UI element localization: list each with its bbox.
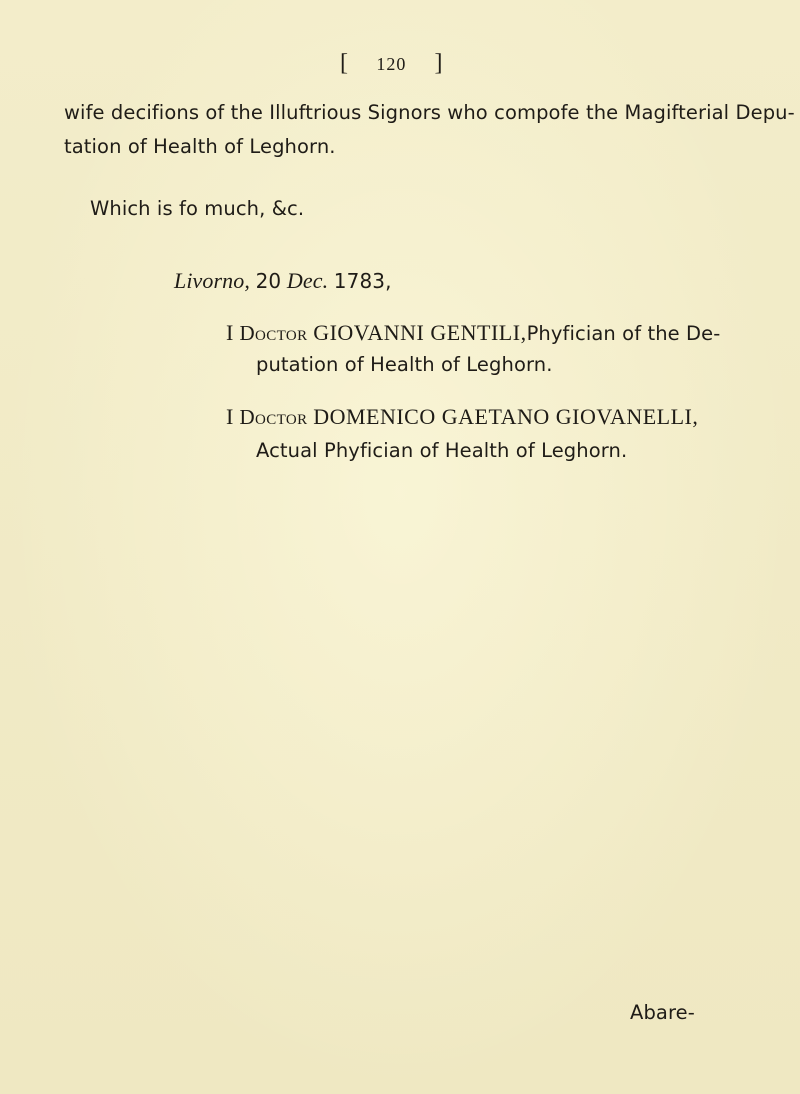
dateline-place: Livorno, (174, 268, 250, 293)
dateline-month: Dec. (286, 268, 329, 293)
closing-line: Which is fo much, &c. (90, 197, 305, 220)
page-number: 120 (376, 54, 407, 74)
signature-1-title: Doctor (239, 321, 308, 345)
body-line-1: wife decifions of the Illuftrious Signors who compofe the Magifterial Depu- (64, 101, 795, 124)
signature-1-desc-line-1: Phyfician of the De- (526, 322, 721, 345)
dateline-year: 1783, (333, 269, 392, 293)
signature-1-prefix: I (226, 320, 234, 345)
page-number-header (340, 50, 443, 77)
signature-2-name: DOMENICO GAETANO GIOVANELLI, (313, 404, 699, 429)
signature-1-desc-line-2: putation of Health of Leghorn. (256, 353, 553, 376)
bracket-open: [ (340, 50, 349, 76)
body-line-2: tation of Health of Leghorn. (64, 135, 336, 158)
signature-1-name: GIOVANNI GENTILI, (313, 320, 527, 345)
dateline-day: 20 (255, 269, 282, 293)
bracket-close: ] (434, 50, 443, 76)
dateline (174, 268, 392, 294)
signature-2-desc-line-2: Actual Phyfician of Health of Leghorn. (256, 439, 628, 462)
catchword: Abare- (630, 1001, 695, 1024)
signature-2-prefix: I (226, 404, 234, 429)
signature-2-line-1 (226, 404, 698, 430)
signature-1-line-1 (226, 320, 720, 347)
signature-2-title: Doctor (239, 405, 308, 429)
